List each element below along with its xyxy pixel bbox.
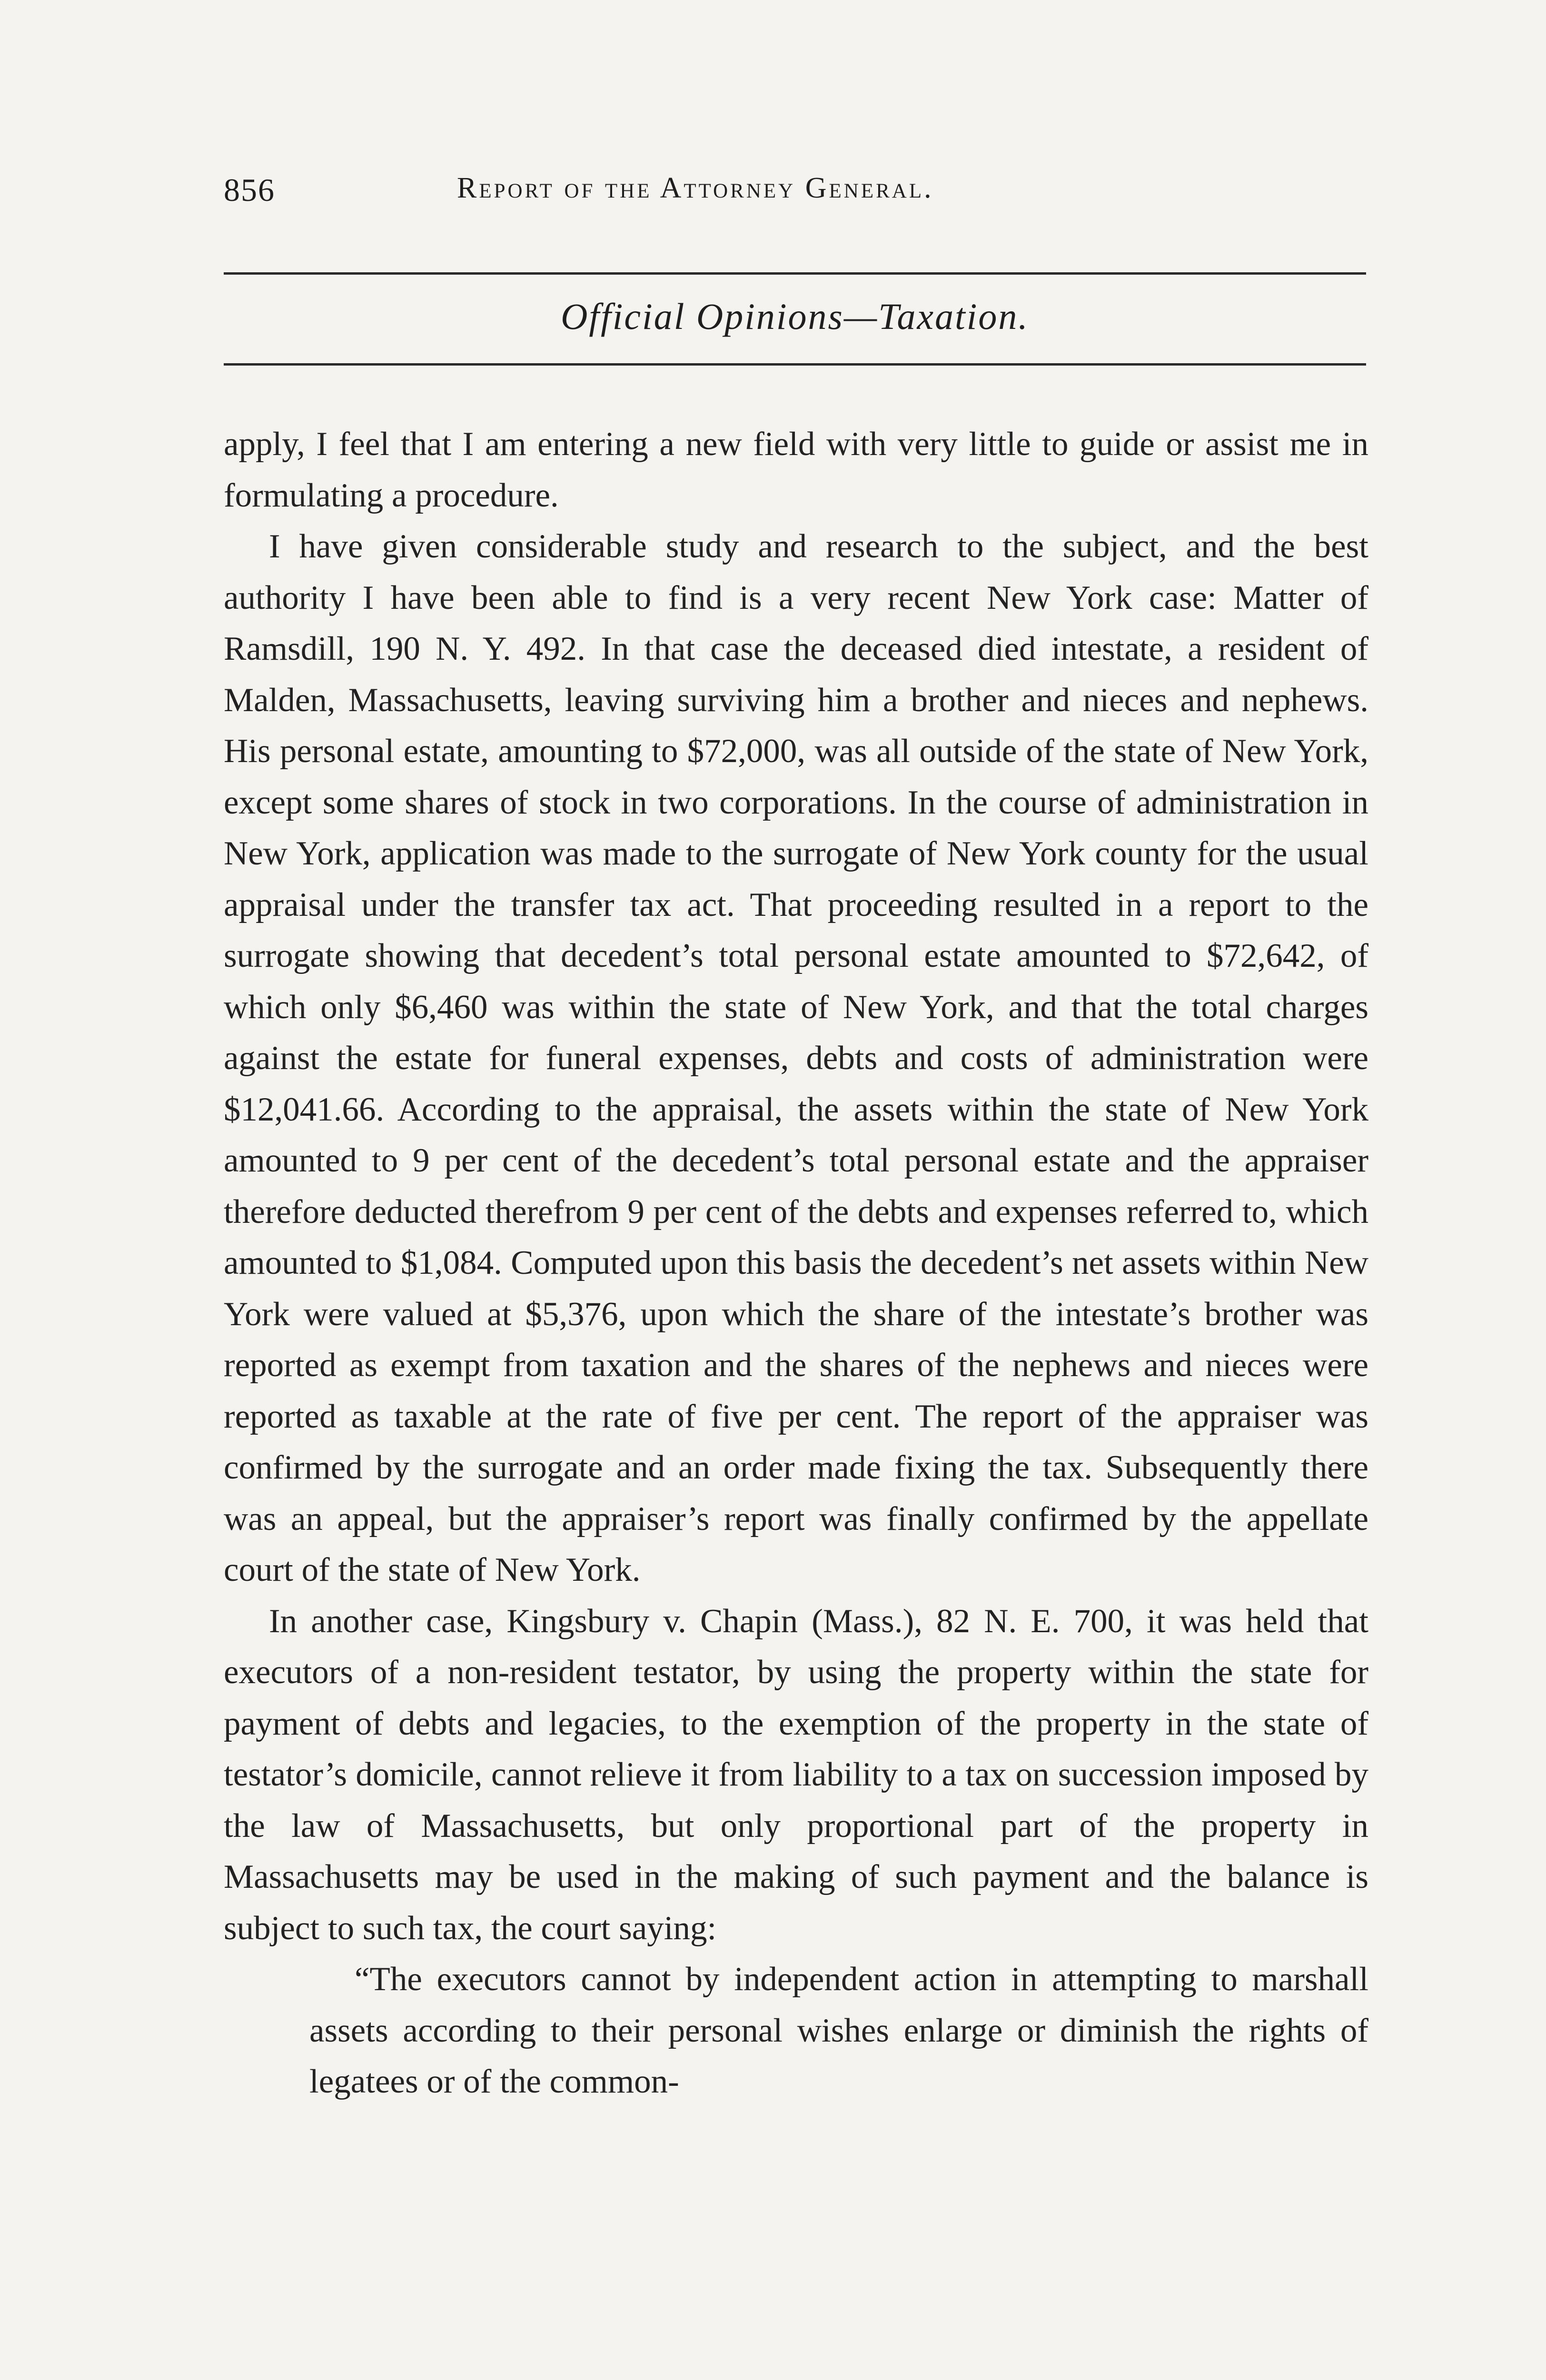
header-rule-top	[224, 272, 1366, 275]
header-rule-bottom	[224, 363, 1366, 366]
paragraph: apply, I feel that I am entering a new field with very little to guide or assist me in formulating a procedure.	[224, 426, 1368, 514]
paragraph: In another case, Kingsbury v. Chapin (Mass.), 82 N. E. 700, it was held that executors of a non-resident testator, by using the property within the state for payment of debts and legacies, to the exemption of the property in the state of testator’s domicile, cannot relieve it from liability to a tax on succession imposed by the law of Massachusetts, but only proportional part of the property in Massachusetts may be used in the making of such payment and the balance is subject to such tax, the court saying:	[224, 1602, 1368, 1947]
body-text	[224, 419, 1368, 2108]
section-title: Official Opinions—Taxation.	[561, 296, 1029, 337]
paragraph: I have given considerable study and research to the subject, and the best authority I have been able to find is a very recent New York case: Matter of Ramsdill, 190 N. Y. 492. In that case the deceased died intestate, a resident of Malden, Massachusetts, leaving surviving him a brother and nieces and nephews. His personal estate, amounting to $72,000, was all outside of the state of New York, except some shares of stock in two corporations. In the course of administration in New York, application was made to the surrogate of New York county for the usual appraisal under the transfer tax act. That proceeding resulted in a report to the surrogate showing that decedent’s total personal estate amounted to $72,642, of which only $6,460 was within the state of New York, and that the total charges against the estate for funeral expenses, debts and costs of administration were $12,041.66. According to the appraisal, the assets within the state of New York amounted to 9 per cent of the decedent’s total personal estate and the appraiser therefore deducted therefrom 9 per cent of the debts and expenses referred to, which amounted to $1,084. Computed upon this basis the decedent’s net assets within New York were valued at $5,376, upon which the share of the intestate’s brother was reported as exempt from taxation and the shares of the nephews and nieces were reported as taxable at the rate of five per cent. The report of the appraiser was confirmed by the surrogate and an order made fixing the tax. Subsequently there was an appeal, but the appraiser’s report was finally confirmed by the appellate court of the state of New York.	[224, 528, 1368, 1588]
page-title: Report of the Attorney General.	[457, 172, 934, 204]
page-number: 856	[224, 172, 275, 208]
block-quote: “The executors cannot by independent action in attempting to marshall assets according to their personal wishes enlarge or diminish the rights of legatees or of the common-	[309, 1961, 1368, 2100]
running-head	[224, 171, 1366, 228]
